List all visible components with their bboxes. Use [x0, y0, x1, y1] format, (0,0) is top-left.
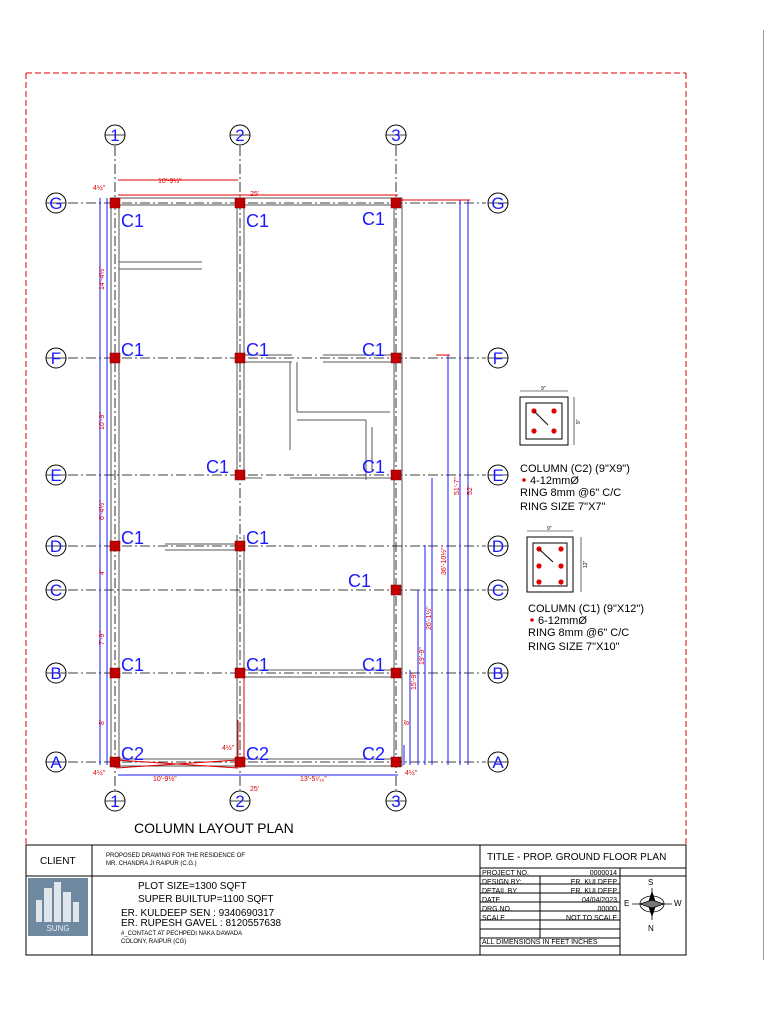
column-E3 [391, 470, 401, 480]
dim-right-total-1: 51'-7" [454, 477, 461, 495]
column-label-B3: C1 [362, 655, 386, 675]
title-block-row-label: DETAIL BY [482, 888, 518, 895]
dim-left-f-e: 10'-9" [99, 412, 106, 430]
compass-n: N [648, 924, 654, 933]
grid-bubble-top-2 [230, 125, 250, 145]
client-label: CLIENT [40, 856, 76, 867]
svg-text:D: D [49, 537, 63, 556]
dim-right-b2: 19'-9" [419, 647, 426, 665]
dim-left-g-f: 14'-4½" [99, 266, 106, 290]
title-block-row-label: SCALE [482, 915, 505, 922]
svg-text:G: G [49, 194, 63, 213]
svg-text:1: 1 [110, 792, 120, 811]
detail-c1 [527, 526, 644, 653]
compass-s: S [648, 878, 654, 887]
contact-line: #_CONTACT AT PECHPEDI NAKA DAWADA [121, 931, 243, 937]
column-label-F1: C1 [121, 340, 145, 360]
svg-text:1: 1 [110, 126, 120, 145]
column-G1 [110, 198, 120, 208]
title-block-row-label: DESIGN BY: [482, 879, 522, 886]
grid-bubble-right-E [488, 465, 508, 485]
svg-text:2: 2 [235, 792, 245, 811]
title-block-row-label: PROJECT NO. [482, 870, 529, 877]
column-label-D1: C1 [121, 528, 145, 548]
dim-edge-br: 4½" [405, 770, 418, 777]
logo-text: SUNG [46, 924, 70, 933]
dim-left-e-d: 6'-4½" [99, 500, 106, 520]
dim-edge-tl: 4½" [93, 185, 106, 192]
proposal-line-2: MR. CHANDRA JI RAIPUR (C.G.) [106, 861, 197, 867]
dim-edge-a2: 4½" [222, 745, 235, 752]
dim-left-c-b: 7'-9" [99, 631, 106, 645]
title-block-row-value: 00000 [597, 906, 617, 913]
dim-left-d-c: 4' [99, 569, 106, 575]
grid-bubble-right-F [488, 348, 508, 368]
column-F3 [391, 353, 401, 363]
column-label-E2: C1 [206, 457, 230, 477]
column-label-G2: C1 [246, 211, 270, 231]
company-logo [28, 878, 88, 936]
grid-bubble-left-E [46, 465, 66, 485]
column-G2 [235, 198, 245, 208]
grid-bubble-left-B [46, 663, 66, 683]
column-A3 [391, 757, 401, 767]
grid-bubble-right-C [488, 580, 508, 600]
compass-w: W [674, 899, 682, 908]
svg-text:E: E [50, 466, 62, 485]
column-label-E3: C1 [362, 457, 386, 477]
svg-text:C: C [491, 581, 505, 600]
column-label-F2: C1 [246, 340, 270, 360]
dim-left-b-a: 8' [99, 719, 106, 725]
column-label-G1: C1 [121, 211, 145, 231]
column-label-G3: C1 [362, 209, 386, 229]
column-D1 [110, 541, 120, 551]
title-block-row-label: DATE [482, 897, 501, 904]
grid-bubble-left-F [46, 348, 66, 368]
c2-dim-w: 9" [541, 386, 546, 392]
title-block-row-value: NOT TO SCALE [566, 915, 617, 922]
compass-e: E [624, 899, 630, 908]
dim-bottom-width: 25' [250, 786, 260, 793]
plot-size: PLOT SIZE=1300 SQFT [138, 881, 247, 892]
column-label-A1: C2 [121, 744, 145, 764]
title-block-row-value: ER. KULDEEP [570, 888, 617, 895]
outer-page-edge [763, 30, 764, 960]
grid-bubble-left-G [46, 193, 66, 213]
compass-icon [632, 888, 672, 920]
column-label-A2: C2 [246, 744, 270, 764]
svg-text:A: A [492, 753, 504, 772]
engineer-1: ER. KULDEEP SEN : 9340690317 [121, 908, 275, 919]
contact-line-2: COLONY, RAIPUR (CG) [121, 939, 187, 945]
grid-bubble-bottom-3 [386, 791, 406, 811]
column-B3 [391, 668, 401, 678]
dim-edge-bl: 4½" [93, 770, 106, 777]
column-label-D2: C1 [246, 528, 270, 548]
title-block-row-label: DRG NO. [482, 906, 512, 913]
dim-right-c-a: 26'-1½" [426, 606, 433, 630]
walls [111, 198, 402, 766]
dim-top-partial: 10'-9½" [158, 178, 182, 185]
grid-bubble-right-D [488, 536, 508, 556]
c1-dim-w: 9" [547, 526, 552, 532]
dim-right-e-a: 36'-10½" [441, 547, 448, 575]
svg-text:3: 3 [391, 126, 401, 145]
svg-text:3: 3 [391, 792, 401, 811]
column-E2 [235, 470, 245, 480]
grid-bubble-left-C [46, 580, 66, 600]
title-block-row-value: 0000014 [589, 870, 617, 877]
column-D2 [235, 541, 245, 551]
column-label-A3: C2 [362, 744, 386, 764]
dim-right-total-2: 52' [467, 485, 474, 495]
grid-bubble-bottom-1 [105, 791, 125, 811]
detail-c2 [520, 386, 630, 513]
dim-top-width: 25' [250, 191, 260, 198]
grid-bubble-left-D [46, 536, 66, 556]
svg-text:F: F [492, 349, 504, 368]
c2-bars: 4-12mmØ [530, 475, 579, 487]
c2-title: COLUMN (C2) (9"X9") [520, 463, 630, 475]
column-label-F3: C1 [362, 340, 386, 360]
c2-dim-h: 9" [576, 419, 582, 424]
column-F1 [110, 353, 120, 363]
grid-bubble-right-G [488, 193, 508, 213]
dim-bottom-left: 10'-9½" [153, 776, 177, 783]
proposal-line-1: PROPOSED DRAWING FOR THE RESIDENCE OF [106, 853, 246, 859]
super-builtup: SUPER BUILTUP=1100 SQFT [138, 894, 274, 905]
column-label-B2: C1 [246, 655, 270, 675]
column-C3 [391, 585, 401, 595]
svg-text:D: D [491, 537, 505, 556]
svg-text:G: G [491, 194, 505, 213]
dim-right-b1: 15'-9" [411, 672, 418, 690]
column-A1 [110, 757, 120, 767]
c2-ring-size: RING SIZE 7"X7" [520, 501, 606, 513]
c1-ring: RING 8mm @6" C/C [528, 627, 630, 639]
title-block-row-value: 04/04/2023 [581, 897, 617, 904]
column-B2 [235, 668, 245, 678]
title-block-row-value: ER. KULDEEP [570, 879, 617, 886]
svg-text:A: A [50, 753, 62, 772]
svg-text:F: F [50, 349, 62, 368]
grid-lines [68, 146, 486, 790]
svg-text:C: C [49, 581, 63, 600]
engineer-2: ER. RUPESH GAVEL : 8120557638 [121, 918, 282, 929]
column-G3 [391, 198, 401, 208]
column-labels [121, 209, 385, 764]
svg-text:E: E [492, 466, 504, 485]
svg-text:2: 2 [235, 126, 245, 145]
column-label-C3: C1 [348, 571, 372, 591]
c1-ring-size: RING SIZE 7"X10" [528, 641, 620, 653]
dim-right-a: 8' [404, 719, 411, 725]
column-F2 [235, 353, 245, 363]
column-A2 [235, 757, 245, 767]
c1-dim-h: 12" [583, 560, 589, 568]
columns [110, 198, 401, 767]
title-block-title: TITLE - PROP. GROUND FLOOR PLAN [487, 852, 667, 863]
column-label-B1: C1 [121, 655, 145, 675]
grid-bubble-bottom-2 [230, 791, 250, 811]
grid-bubble-right-B [488, 663, 508, 683]
plan-title: COLUMN LAYOUT PLAN [134, 820, 294, 836]
c1-title: COLUMN (C1) (9"X12") [528, 603, 644, 615]
title-block-footer: ALL DIMENSIONS IN FEET INCHES [482, 939, 598, 946]
column-B1 [110, 668, 120, 678]
grid-bubble-top-3 [386, 125, 406, 145]
grid-bubble-left-A [46, 752, 66, 772]
grid-bubble-top-1 [105, 125, 125, 145]
c2-ring: RING 8mm @6" C/C [520, 487, 622, 499]
dim-bottom-right: 13'-5⁷⁄₁₆" [300, 776, 327, 783]
svg-text:B: B [50, 664, 62, 683]
c1-bars: 6-12mmØ [538, 615, 587, 627]
svg-text:B: B [492, 664, 504, 683]
grid-bubble-right-A [488, 752, 508, 772]
